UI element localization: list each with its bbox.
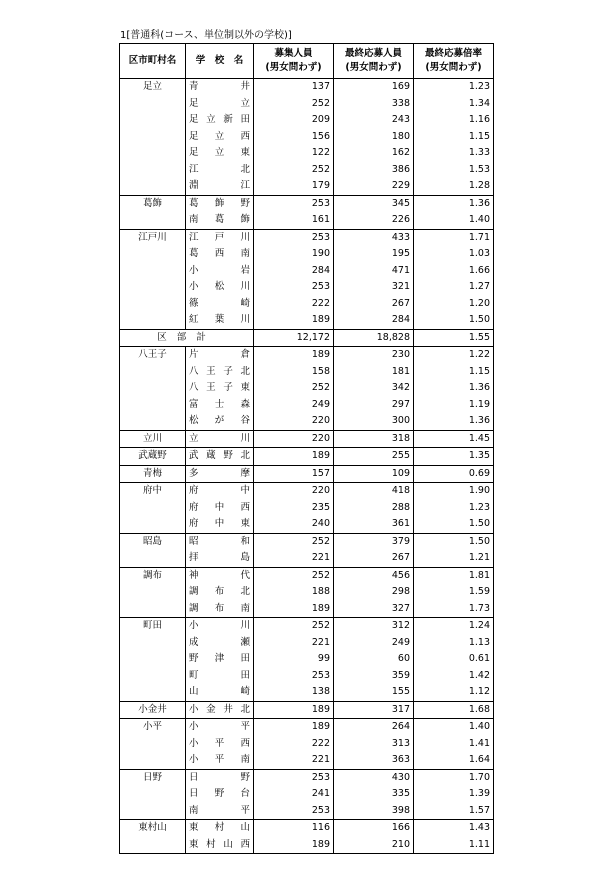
ratio-cell: 1.19 (414, 397, 494, 414)
capacity-cell: 116 (254, 820, 334, 837)
school-name: 日野 (186, 769, 254, 786)
ratio-cell: 1.15 (414, 129, 494, 146)
capacity-cell: 253 (254, 769, 334, 786)
applicants-cell: 361 (334, 516, 414, 533)
school-name: 日野台 (186, 786, 254, 803)
applicants-cell: 255 (334, 448, 414, 466)
school-name: 多摩 (186, 465, 254, 483)
school-name: 神代 (186, 567, 254, 584)
capacity-cell: 240 (254, 516, 334, 533)
school-name: 小平西 (186, 736, 254, 753)
capacity-cell: 221 (254, 550, 334, 567)
subtotal-label: 区部計 (120, 329, 254, 347)
header-school: 学 校 名 (186, 44, 254, 79)
school-name: 東村山 (186, 820, 254, 837)
applicants-cell: 249 (334, 635, 414, 652)
ratio-cell: 1.81 (414, 567, 494, 584)
applicants-cell: 169 (334, 79, 414, 96)
capacity-cell: 188 (254, 584, 334, 601)
applicants-cell: 363 (334, 752, 414, 769)
ratio-cell: 1.36 (414, 380, 494, 397)
applicants-cell: 60 (334, 651, 414, 668)
applicants-cell: 418 (334, 483, 414, 500)
ratio-cell: 1.13 (414, 635, 494, 652)
school-name: 小川 (186, 618, 254, 635)
district-cell: 小金井 (120, 701, 186, 719)
page-title: 1[普通科(コース、単位制以外の学校)] (120, 30, 292, 41)
applicants-cell: 264 (334, 719, 414, 736)
applicants-cell: 195 (334, 246, 414, 263)
ratio-cell: 1.53 (414, 162, 494, 179)
school-name: 拝島 (186, 550, 254, 567)
capacity-cell: 156 (254, 129, 334, 146)
capacity-cell: 189 (254, 312, 334, 329)
ratio-cell: 1.36 (414, 195, 494, 212)
capacity-cell: 138 (254, 684, 334, 701)
ratio-cell: 1.40 (414, 719, 494, 736)
capacity-cell: 157 (254, 465, 334, 483)
table-row (120, 347, 494, 364)
ratio-cell: 1.34 (414, 96, 494, 113)
capacity-cell: 222 (254, 736, 334, 753)
table-row (120, 820, 494, 837)
school-name: 立川 (186, 430, 254, 448)
district-cell: 武蔵野 (120, 448, 186, 466)
school-name: 足立東 (186, 145, 254, 162)
school-name: 小岩 (186, 263, 254, 280)
capacity-cell: 179 (254, 178, 334, 195)
school-name: 富士森 (186, 397, 254, 414)
capacity-cell: 252 (254, 380, 334, 397)
subtotal-row (120, 329, 494, 347)
ratio-cell: 1.23 (414, 79, 494, 96)
applicants-cell: 284 (334, 312, 414, 329)
ratio-cell: 1.12 (414, 684, 494, 701)
header-ratio: 最終応募倍率 (男女問わず) (414, 44, 494, 79)
applicants-cell: 345 (334, 195, 414, 212)
ratio-cell: 1.16 (414, 112, 494, 129)
table-row (120, 769, 494, 786)
ratio-cell: 0.69 (414, 465, 494, 483)
school-name: 山崎 (186, 684, 254, 701)
district-cell: 府中 (120, 483, 186, 534)
capacity-cell: 190 (254, 246, 334, 263)
school-name: 江北 (186, 162, 254, 179)
capacity-cell: 249 (254, 397, 334, 414)
ratio-cell: 1.42 (414, 668, 494, 685)
district-cell: 江戸川 (120, 229, 186, 329)
district-cell: 青梅 (120, 465, 186, 483)
capacity-cell: 189 (254, 719, 334, 736)
ratio-cell: 1.03 (414, 246, 494, 263)
applicants-cell: 166 (334, 820, 414, 837)
ratio-cell: 1.27 (414, 279, 494, 296)
capacity-cell: 252 (254, 567, 334, 584)
capacity-cell: 99 (254, 651, 334, 668)
capacity-cell: 252 (254, 162, 334, 179)
ratio-cell: 1.20 (414, 296, 494, 313)
school-name: 府中西 (186, 500, 254, 517)
ratio-cell: 1.41 (414, 736, 494, 753)
capacity-cell: 158 (254, 364, 334, 381)
ratio-cell: 1.70 (414, 769, 494, 786)
school-name: 足立西 (186, 129, 254, 146)
capacity-cell: 252 (254, 533, 334, 550)
enrollment-table (119, 43, 494, 854)
school-name: 成瀬 (186, 635, 254, 652)
applicants-cell: 229 (334, 178, 414, 195)
header-applicants: 最終応募人員 (男女問わず) (334, 44, 414, 79)
applicants-cell: 338 (334, 96, 414, 113)
school-name: 小松川 (186, 279, 254, 296)
applicants-cell: 297 (334, 397, 414, 414)
district-cell: 東村山 (120, 820, 186, 854)
district-cell: 昭島 (120, 533, 186, 567)
applicants-cell: 317 (334, 701, 414, 719)
applicants-cell: 300 (334, 413, 414, 430)
capacity-cell: 241 (254, 786, 334, 803)
capacity-cell: 189 (254, 701, 334, 719)
district-cell: 町田 (120, 618, 186, 702)
table-row (120, 195, 494, 212)
ratio-cell: 0.61 (414, 651, 494, 668)
ratio-cell: 1.43 (414, 820, 494, 837)
ratio-cell: 1.50 (414, 312, 494, 329)
school-name: 紅葉川 (186, 312, 254, 329)
applicants-cell: 398 (334, 803, 414, 820)
applicants-cell: 312 (334, 618, 414, 635)
applicants-cell: 298 (334, 584, 414, 601)
school-name: 八王子東 (186, 380, 254, 397)
applicants-cell: 230 (334, 347, 414, 364)
table-row (120, 448, 494, 466)
applicants-cell: 155 (334, 684, 414, 701)
school-name: 調布北 (186, 584, 254, 601)
school-name: 小金井北 (186, 701, 254, 719)
capacity-cell: 253 (254, 803, 334, 820)
school-name: 小平南 (186, 752, 254, 769)
district-cell: 小平 (120, 719, 186, 770)
district-cell: 日野 (120, 769, 186, 820)
ratio-cell: 1.68 (414, 701, 494, 719)
applicants-cell: 342 (334, 380, 414, 397)
school-name: 松が谷 (186, 413, 254, 430)
capacity-cell: 189 (254, 837, 334, 854)
ratio-cell: 1.23 (414, 500, 494, 517)
ratio-cell: 1.11 (414, 837, 494, 854)
applicants-cell: 379 (334, 533, 414, 550)
school-name: 足立新田 (186, 112, 254, 129)
capacity-cell: 222 (254, 296, 334, 313)
school-name: 府中 (186, 483, 254, 500)
school-name: 野津田 (186, 651, 254, 668)
district-cell: 足立 (120, 79, 186, 196)
applicants-cell: 226 (334, 212, 414, 229)
table-row (120, 567, 494, 584)
applicants-cell: 456 (334, 567, 414, 584)
applicants-cell: 109 (334, 465, 414, 483)
district-cell: 葛飾 (120, 195, 186, 229)
capacity-cell: 221 (254, 635, 334, 652)
school-name: 町田 (186, 668, 254, 685)
school-name: 武蔵野北 (186, 448, 254, 466)
capacity-cell: 253 (254, 279, 334, 296)
applicants-cell: 433 (334, 229, 414, 246)
ratio-cell: 1.57 (414, 803, 494, 820)
ratio-cell: 1.35 (414, 448, 494, 466)
capacity-cell: 189 (254, 601, 334, 618)
ratio-cell: 1.22 (414, 347, 494, 364)
capacity-cell: 220 (254, 430, 334, 448)
capacity-cell: 189 (254, 448, 334, 466)
applicants-cell: 430 (334, 769, 414, 786)
school-name: 八王子北 (186, 364, 254, 381)
capacity-cell: 209 (254, 112, 334, 129)
applicants-cell: 335 (334, 786, 414, 803)
subtotal-applicants: 18,828 (334, 329, 414, 347)
school-name: 南葛飾 (186, 212, 254, 229)
applicants-cell: 359 (334, 668, 414, 685)
table-row (120, 229, 494, 246)
table-body (120, 79, 494, 854)
capacity-cell: 221 (254, 752, 334, 769)
capacity-cell: 137 (254, 79, 334, 96)
ratio-cell: 1.45 (414, 430, 494, 448)
table-row (120, 430, 494, 448)
ratio-cell: 1.90 (414, 483, 494, 500)
capacity-cell: 220 (254, 413, 334, 430)
table-row (120, 79, 494, 96)
applicants-cell: 318 (334, 430, 414, 448)
subtotal-ratio: 1.55 (414, 329, 494, 347)
table-row (120, 719, 494, 736)
table-row (120, 618, 494, 635)
applicants-cell: 313 (334, 736, 414, 753)
school-name: 淵江 (186, 178, 254, 195)
ratio-cell: 1.64 (414, 752, 494, 769)
ratio-cell: 1.50 (414, 533, 494, 550)
applicants-cell: 386 (334, 162, 414, 179)
school-name: 調布南 (186, 601, 254, 618)
school-name: 小平 (186, 719, 254, 736)
capacity-cell: 284 (254, 263, 334, 280)
applicants-cell: 181 (334, 364, 414, 381)
ratio-cell: 1.28 (414, 178, 494, 195)
ratio-cell: 1.36 (414, 413, 494, 430)
table-row (120, 483, 494, 500)
subtotal-capacity: 12,172 (254, 329, 334, 347)
school-name: 青井 (186, 79, 254, 96)
school-name: 葛西南 (186, 246, 254, 263)
school-name: 江戸川 (186, 229, 254, 246)
school-name: 昭和 (186, 533, 254, 550)
ratio-cell: 1.66 (414, 263, 494, 280)
applicants-cell: 210 (334, 837, 414, 854)
school-name: 葛飾野 (186, 195, 254, 212)
ratio-cell: 1.33 (414, 145, 494, 162)
header-district: 区市町村名 (120, 44, 186, 79)
applicants-cell: 180 (334, 129, 414, 146)
applicants-cell: 162 (334, 145, 414, 162)
school-name: 府中東 (186, 516, 254, 533)
ratio-cell: 1.71 (414, 229, 494, 246)
capacity-cell: 252 (254, 96, 334, 113)
school-name: 片倉 (186, 347, 254, 364)
table-row (120, 465, 494, 483)
capacity-cell: 220 (254, 483, 334, 500)
school-name: 東村山西 (186, 837, 254, 854)
applicants-cell: 321 (334, 279, 414, 296)
ratio-cell: 1.73 (414, 601, 494, 618)
ratio-cell: 1.15 (414, 364, 494, 381)
capacity-cell: 252 (254, 618, 334, 635)
capacity-cell: 253 (254, 195, 334, 212)
applicants-cell: 327 (334, 601, 414, 618)
applicants-cell: 267 (334, 296, 414, 313)
school-name: 足立 (186, 96, 254, 113)
ratio-cell: 1.24 (414, 618, 494, 635)
applicants-cell: 471 (334, 263, 414, 280)
district-cell: 立川 (120, 430, 186, 448)
district-cell: 八王子 (120, 347, 186, 431)
district-cell: 調布 (120, 567, 186, 618)
capacity-cell: 122 (254, 145, 334, 162)
capacity-cell: 253 (254, 229, 334, 246)
school-name: 南平 (186, 803, 254, 820)
ratio-cell: 1.40 (414, 212, 494, 229)
capacity-cell: 189 (254, 347, 334, 364)
table-row (120, 533, 494, 550)
school-name: 篠崎 (186, 296, 254, 313)
ratio-cell: 1.59 (414, 584, 494, 601)
header-capacity: 募集人員 (男女問わず) (254, 44, 334, 79)
ratio-cell: 1.21 (414, 550, 494, 567)
table-header (120, 44, 494, 79)
applicants-cell: 243 (334, 112, 414, 129)
ratio-cell: 1.39 (414, 786, 494, 803)
applicants-cell: 288 (334, 500, 414, 517)
applicants-cell: 267 (334, 550, 414, 567)
capacity-cell: 235 (254, 500, 334, 517)
table-row (120, 701, 494, 719)
capacity-cell: 161 (254, 212, 334, 229)
capacity-cell: 253 (254, 668, 334, 685)
ratio-cell: 1.50 (414, 516, 494, 533)
